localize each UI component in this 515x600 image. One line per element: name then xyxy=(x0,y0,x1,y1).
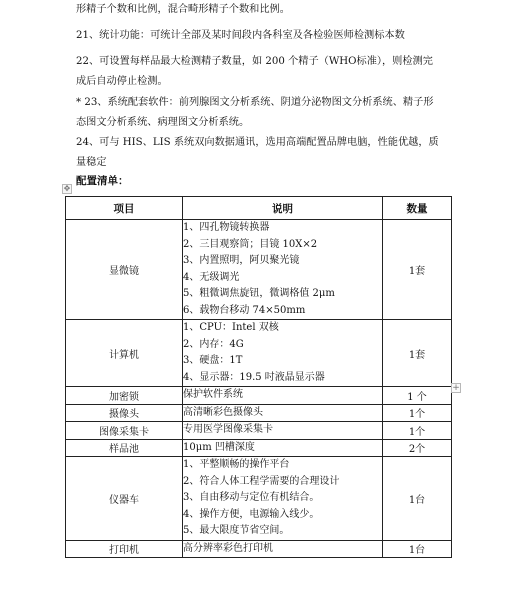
item-name: 计算机 xyxy=(66,320,183,387)
item-qty: 1个 xyxy=(383,404,452,422)
table-header-row xyxy=(66,197,452,220)
table-row xyxy=(66,540,452,558)
item-desc xyxy=(183,387,383,405)
desc-line: 2、内存：4G xyxy=(183,338,244,350)
item-qty: 1台 xyxy=(383,540,452,558)
desc-line: 4、无级调光 xyxy=(183,271,240,283)
item-desc xyxy=(183,320,383,387)
item-qty: 1 个 xyxy=(383,387,452,405)
item-name: 摄像头 xyxy=(66,404,183,422)
table-row xyxy=(66,404,452,422)
paragraph-0 xyxy=(76,0,456,20)
item-qty: 1台 xyxy=(383,457,452,541)
desc-line: 2、三目观察筒；目镜 10X×2 xyxy=(183,238,318,250)
item-desc xyxy=(183,404,383,422)
header-desc: 说明 xyxy=(183,197,383,220)
table-row xyxy=(66,439,452,457)
table-row xyxy=(66,422,452,440)
desc-line: 1、平整顺畅的操作平台 xyxy=(183,459,290,470)
paragraph-21 xyxy=(76,26,456,46)
desc-line: 专用医学图像采集卡 xyxy=(183,424,273,435)
table-move-handle-icon[interactable]: ✥ xyxy=(63,184,71,193)
header-item: 项目 xyxy=(66,197,183,220)
desc-line: 5、粗微调焦旋钮，微调格值 2μm xyxy=(183,288,335,299)
item-desc xyxy=(183,422,383,440)
table-row xyxy=(66,387,452,405)
paragraph-line: 形精子个数和比例，混合畸形精子个数和比例。 xyxy=(76,4,290,15)
paragraph-24 xyxy=(76,133,456,172)
paragraph-line: 24、可与 HIS、LIS 系统双向数据通讯，选用高端配置品牌电脑，性能优越，质 xyxy=(76,137,439,148)
table-add-column-icon[interactable]: + xyxy=(452,383,460,393)
section-title: 配置清单： xyxy=(76,175,129,187)
item-qty: 2个 xyxy=(383,439,452,457)
table-row xyxy=(66,457,452,541)
item-qty: 1套 xyxy=(383,220,452,320)
desc-line: 高分辨率彩色打印机 xyxy=(183,542,273,554)
desc-line: 3、内置照明，阿贝聚光镜 xyxy=(183,255,300,266)
item-desc xyxy=(183,457,383,541)
table-row xyxy=(66,320,452,387)
item-name: 打印机 xyxy=(66,540,183,558)
item-name: 图像采集卡 xyxy=(66,422,183,440)
paragraph-line: 态图文分析系统、病理图文分析系统。 xyxy=(76,116,250,128)
desc-line: 6、载物台移动 74×50mm xyxy=(183,304,306,316)
paragraph-line: 21、统计功能：可统计全部及某时间段内各科室及各检验医师检测标本数 xyxy=(76,30,405,41)
desc-line: 2、符合人体工程学需要的合理设计 xyxy=(183,475,340,487)
table-row xyxy=(66,220,452,320)
item-name: 显微镜 xyxy=(66,220,183,320)
desc-line: 1、CPU：Intel 双核 xyxy=(183,322,279,333)
desc-line: 10μm 凹槽深度 xyxy=(183,441,255,453)
config-table xyxy=(65,196,452,558)
item-name: 样品池 xyxy=(66,439,183,457)
desc-line: 保护软件系统 xyxy=(183,389,243,400)
paragraph-22 xyxy=(76,52,456,91)
item-name: 仪器车 xyxy=(66,457,183,541)
item-desc xyxy=(183,220,383,320)
item-desc xyxy=(183,540,383,558)
item-qty: 1个 xyxy=(383,422,452,440)
paragraph-line: 22、可设置每样品最大检测精子数量，如 200 个精子（WHO标准），则检测完 xyxy=(76,56,433,67)
header-qty: 数量 xyxy=(383,197,452,220)
paragraph-23 xyxy=(76,93,456,132)
desc-line: 高清晰彩色摄像头 xyxy=(183,406,263,418)
desc-line: 5、最大限度节省空间。 xyxy=(183,525,290,536)
item-qty: 1套 xyxy=(383,320,452,387)
item-desc xyxy=(183,439,383,457)
desc-line: 3、自由移动与定位有机结合。 xyxy=(183,492,320,503)
desc-line: 4、显示器：19.5 吋液晶显示器 xyxy=(183,371,325,383)
item-name: 加密锁 xyxy=(66,387,183,405)
desc-line: 4、操作方便，电源输入线少。 xyxy=(183,508,320,520)
paragraph-line: 成后自动停止检测。 xyxy=(76,75,168,87)
desc-line: 1、四孔物镜转换器 xyxy=(183,222,270,233)
paragraph-line: 量稳定 xyxy=(76,156,107,168)
desc-line: 3、硬盘：1T xyxy=(183,355,243,366)
paragraph-line: * 23、系统配套软件：前列腺图文分析系统、阴道分泌物图文分析系统、精子形 xyxy=(76,97,434,108)
